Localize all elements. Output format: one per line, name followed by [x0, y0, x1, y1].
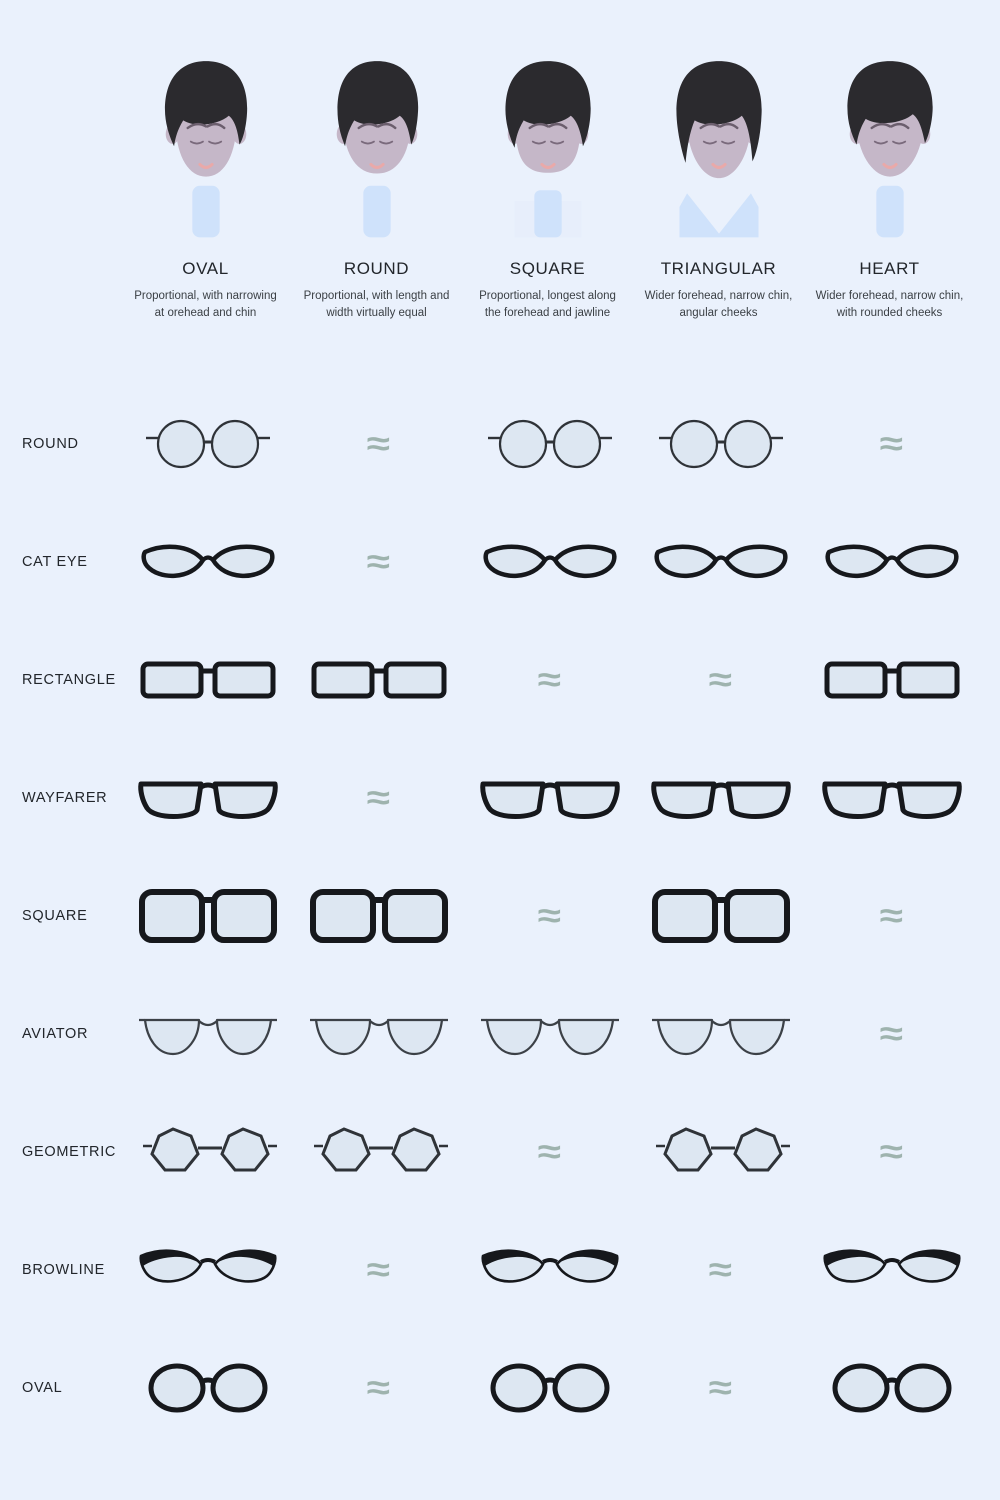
not-recommended-squiggle-icon [293, 1211, 464, 1329]
face-illustration-icon [820, 55, 960, 245]
face-illustration-icon [307, 55, 447, 245]
squiggle-glyph: ≈ [366, 1369, 391, 1407]
face-shape-column [120, 55, 291, 321]
glasses-rectangle-icon [293, 621, 464, 739]
squiggle-glyph: ≈ [708, 661, 733, 699]
frame-style-label: BROWLINE [22, 1262, 105, 1278]
glasses-wayfarer-icon [464, 739, 635, 857]
glasses-wayfarer-icon [635, 739, 806, 857]
glasses-aviator-icon [293, 975, 464, 1093]
glasses-square-icon [122, 857, 293, 975]
glasses-oval-icon [806, 1329, 977, 1447]
face-shape-column [804, 55, 975, 321]
not-recommended-squiggle-icon [806, 975, 977, 1093]
not-recommended-squiggle-icon [806, 857, 977, 975]
face-shape-name: ROUND [343, 259, 410, 278]
glasses-wayfarer-icon [806, 739, 977, 857]
glasses-oval-icon [464, 1329, 635, 1447]
frame-style-label: SQUARE [22, 908, 88, 924]
glasses-cat-eye-icon [464, 503, 635, 621]
glasses-round-icon [464, 385, 635, 503]
glasses-round-icon [635, 385, 806, 503]
frame-style-label: AVIATOR [22, 1026, 89, 1042]
glasses-geometric-icon [293, 1093, 464, 1211]
face-shape-name: TRIANGULAR [660, 259, 777, 278]
not-recommended-squiggle-icon [635, 1329, 806, 1447]
face-illustration-icon [649, 55, 789, 245]
squiggle-glyph: ≈ [879, 425, 904, 463]
glasses-square-icon [635, 857, 806, 975]
squiggle-glyph: ≈ [708, 1251, 733, 1289]
glasses-geometric-icon [122, 1093, 293, 1211]
not-recommended-squiggle-icon [635, 1211, 806, 1329]
frame-style-row [0, 385, 1000, 503]
glasses-browline-icon [464, 1211, 635, 1329]
squiggle-glyph: ≈ [537, 661, 562, 699]
not-recommended-squiggle-icon [464, 857, 635, 975]
not-recommended-squiggle-icon [293, 1329, 464, 1447]
not-recommended-squiggle-icon [806, 1093, 977, 1211]
glasses-aviator-icon [464, 975, 635, 1093]
not-recommended-squiggle-icon [293, 739, 464, 857]
face-shape-column [462, 55, 633, 321]
squiggle-glyph: ≈ [366, 543, 391, 581]
face-shape-column [633, 55, 804, 321]
face-shape-description: Proportional, with length and width virtually equal [303, 290, 450, 319]
glasses-square-icon [293, 857, 464, 975]
frame-style-row [0, 857, 1000, 975]
glasses-rectangle-icon [122, 621, 293, 739]
glasses-aviator-icon [635, 975, 806, 1093]
frame-style-row [0, 621, 1000, 739]
glasses-browline-icon [122, 1211, 293, 1329]
frame-style-label: CAT EYE [22, 554, 88, 570]
frame-style-label: RECTANGLE [22, 672, 116, 688]
glasses-wayfarer-icon [122, 739, 293, 857]
not-recommended-squiggle-icon [806, 385, 977, 503]
not-recommended-squiggle-icon [635, 621, 806, 739]
glasses-cat-eye-icon [635, 503, 806, 621]
frame-style-rows [0, 385, 1000, 1447]
frame-style-row [0, 975, 1000, 1093]
face-shape-name: SQUARE [509, 259, 586, 278]
squiggle-glyph: ≈ [708, 1369, 733, 1407]
face-illustration-icon [478, 55, 618, 245]
face-shape-description: Wider forehead, narrow chin, with rounded cheeks [815, 290, 964, 319]
squiggle-glyph: ≈ [537, 897, 562, 935]
squiggle-glyph: ≈ [366, 425, 391, 463]
not-recommended-squiggle-icon [293, 385, 464, 503]
frame-style-row [0, 1329, 1000, 1447]
glasses-aviator-icon [122, 975, 293, 1093]
glasses-oval-icon [122, 1329, 293, 1447]
glasses-cat-eye-icon [122, 503, 293, 621]
squiggle-glyph: ≈ [879, 1133, 904, 1171]
face-shapes-header [120, 55, 1000, 321]
frame-style-row [0, 1211, 1000, 1329]
squiggle-glyph: ≈ [879, 1015, 904, 1053]
face-shape-name: HEART [859, 259, 920, 278]
face-shape-description: Proportional, longest along the forehead and jawline [479, 290, 616, 319]
frame-style-row [0, 739, 1000, 857]
frame-style-row [0, 1093, 1000, 1211]
frame-style-label: OVAL [22, 1380, 63, 1396]
squiggle-glyph: ≈ [366, 779, 391, 817]
squiggle-glyph: ≈ [366, 1251, 391, 1289]
glasses-browline-icon [806, 1211, 977, 1329]
not-recommended-squiggle-icon [464, 1093, 635, 1211]
not-recommended-squiggle-icon [464, 621, 635, 739]
face-shape-description: Proportional, with narrowing at orehead and chin [134, 290, 277, 319]
frame-style-row [0, 503, 1000, 621]
frame-style-label: ROUND [22, 436, 79, 452]
frame-style-label: WAYFARER [22, 790, 108, 806]
squiggle-glyph: ≈ [879, 897, 904, 935]
glasses-rectangle-icon [806, 621, 977, 739]
glasses-geometric-icon [635, 1093, 806, 1211]
glasses-cat-eye-icon [806, 503, 977, 621]
squiggle-glyph: ≈ [537, 1133, 562, 1171]
face-shape-name: OVAL [182, 259, 229, 278]
not-recommended-squiggle-icon [293, 503, 464, 621]
face-shape-column [291, 55, 462, 321]
face-shape-description: Wider forehead, narrow chin, angular cheeks [644, 290, 793, 319]
face-illustration-icon [136, 55, 276, 245]
frame-style-label: GEOMETRIC [22, 1144, 117, 1160]
glasses-round-icon [122, 385, 293, 503]
